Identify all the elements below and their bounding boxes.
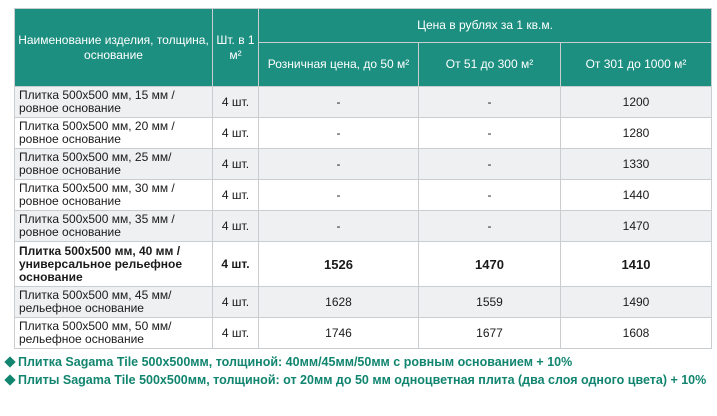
cell-retail-price: - xyxy=(259,87,419,118)
table-row xyxy=(15,118,712,149)
notes xyxy=(4,353,710,389)
cell-tier-3-price: 1200 xyxy=(561,87,712,118)
cell-tier-3-price: 1490 xyxy=(561,287,712,318)
cell-retail-price: 1526 xyxy=(259,242,419,287)
cell-retail-price: - xyxy=(259,149,419,180)
cell-product-name: Плитка 500х500 мм, 50 мм/ рельефное основание xyxy=(15,318,213,349)
cell-retail-price: 1628 xyxy=(259,287,419,318)
cell-tier-2-price: 1559 xyxy=(419,287,561,318)
cell-qty: 4 шт. xyxy=(213,149,259,180)
cell-retail-price: - xyxy=(259,211,419,242)
cell-tier-2-price: 1470 xyxy=(419,242,561,287)
table-row xyxy=(15,180,712,211)
cell-tier-2-price: - xyxy=(419,149,561,180)
header-tier-3: От 301 до 1000 м² xyxy=(561,43,712,87)
note-item xyxy=(4,371,710,389)
diamond-bullet-icon xyxy=(4,357,15,368)
cell-product-name: Плитка 500х500 мм, 40 мм / универсальное рельефное основание xyxy=(15,242,213,287)
cell-tier-3-price: 1330 xyxy=(561,149,712,180)
header-tier-2: От 51 до 300 м² xyxy=(419,43,561,87)
cell-qty: 4 шт. xyxy=(213,318,259,349)
cell-qty: 4 шт. xyxy=(213,242,259,287)
cell-tier-3-price: 1410 xyxy=(561,242,712,287)
table-row xyxy=(15,149,712,180)
cell-retail-price: - xyxy=(259,180,419,211)
cell-qty: 4 шт. xyxy=(213,287,259,318)
cell-qty: 4 шт. xyxy=(213,180,259,211)
table-row xyxy=(15,87,712,118)
cell-tier-3-price: 1470 xyxy=(561,211,712,242)
cell-product-name: Плитка 500х500 мм, 25 мм/ ровное основание xyxy=(15,149,213,180)
cell-qty: 4 шт. xyxy=(213,118,259,149)
cell-qty: 4 шт. xyxy=(213,211,259,242)
cell-tier-2-price: - xyxy=(419,87,561,118)
cell-product-name: Плитка 500х500 мм, 35 мм / ровное основание xyxy=(15,211,213,242)
cell-qty: 4 шт. xyxy=(213,87,259,118)
cell-product-name: Плитка 500х500 мм, 30 мм / ровное основание xyxy=(15,180,213,211)
table-row xyxy=(15,211,712,242)
header-price-group: Цена в рублях за 1 кв.м. xyxy=(259,9,712,43)
header-product: Наименование изделия, толщина, основание xyxy=(15,9,213,87)
cell-tier-2-price: - xyxy=(419,211,561,242)
cell-product-name: Плитка 500х500 мм, 20 мм / ровное основание xyxy=(15,118,213,149)
table-row xyxy=(15,318,712,349)
header-qty: Шт. в 1 м² xyxy=(213,9,259,87)
note-text: Плитка Sagama Tile 500х500мм, толщиной: 40мм/45мм/50мм с ровным основанием + 10% xyxy=(18,355,573,369)
diamond-bullet-icon xyxy=(4,375,15,386)
cell-product-name: Плитка 500х500 мм, 15 мм / ровное основание xyxy=(15,87,213,118)
table-row xyxy=(15,242,712,287)
price-table xyxy=(14,8,712,349)
cell-tier-3-price: 1440 xyxy=(561,180,712,211)
cell-tier-2-price: - xyxy=(419,180,561,211)
header-retail: Розничная цена, до 50 м² xyxy=(259,43,419,87)
cell-tier-3-price: 1608 xyxy=(561,318,712,349)
cell-tier-2-price: - xyxy=(419,118,561,149)
note-text: Плиты Sagama Tile 500х500мм, толщиной: от 20мм до 50 мм одноцветная плита (два слоя одного цвета) + 10% xyxy=(18,373,707,387)
cell-retail-price: 1746 xyxy=(259,318,419,349)
cell-product-name: Плитка 500х500 мм, 45 мм/ рельефное основание xyxy=(15,287,213,318)
table-row xyxy=(15,287,712,318)
cell-retail-price: - xyxy=(259,118,419,149)
note-item xyxy=(4,353,710,371)
cell-tier-2-price: 1677 xyxy=(419,318,561,349)
cell-tier-3-price: 1280 xyxy=(561,118,712,149)
